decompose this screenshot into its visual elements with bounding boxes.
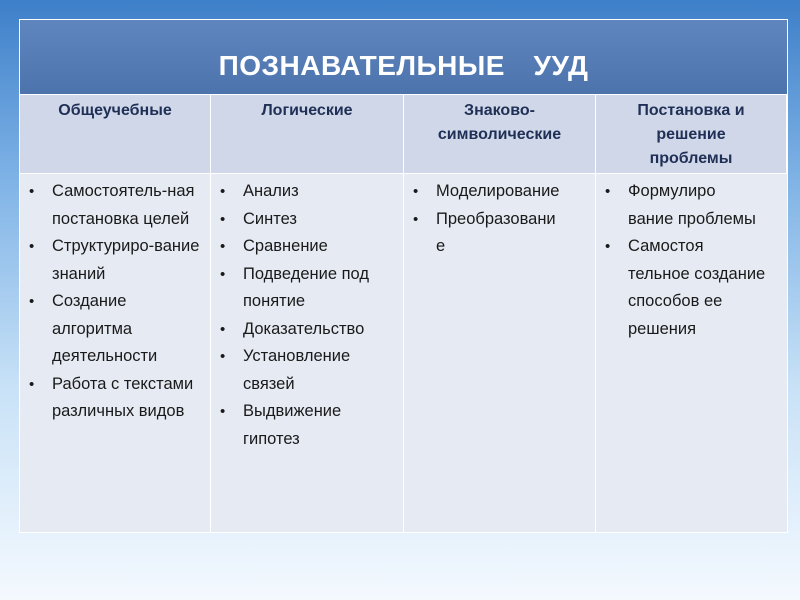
- column-body-logical: [211, 174, 404, 532]
- column-header-label: Знаково- символические: [437, 102, 562, 143]
- column-header-logical: [211, 95, 404, 174]
- list-item-text: Доказательство: [243, 319, 365, 338]
- bullet-icon: •: [605, 183, 611, 200]
- bullet-icon: •: [413, 183, 419, 200]
- bullet-icon: •: [220, 265, 226, 283]
- bullet-icon: •: [29, 183, 35, 200]
- list-item-text: Работа с текстами различных видов: [52, 374, 194, 420]
- list-item: [211, 316, 403, 344]
- list-item-text: Выдвижение гипотез: [243, 402, 342, 448]
- list-item: [404, 206, 595, 261]
- list-item: [211, 233, 403, 261]
- list-item-text: Подведение под понятие: [243, 264, 369, 310]
- bullet-icon: •: [220, 320, 226, 338]
- bullet-icon: •: [605, 238, 611, 255]
- list-item-text: Самостоя тельное создание способов ее решения: [628, 237, 766, 338]
- item-list: [404, 178, 595, 261]
- list-item-text: Анализ: [243, 182, 299, 200]
- bullet-icon: •: [220, 210, 226, 228]
- cognitive-uud-table: [19, 19, 788, 533]
- bullet-icon: •: [29, 238, 35, 255]
- bullet-icon: •: [220, 403, 226, 420]
- slide-title: ПОЗНАВАТЕЛЬНЫЕ УУД: [218, 50, 589, 81]
- list-item: [211, 206, 403, 234]
- column-header-label: Постановка и решение проблемы: [637, 102, 745, 167]
- item-list: [596, 178, 787, 343]
- list-item: [211, 178, 403, 206]
- list-item: [211, 398, 403, 453]
- list-item-text: Сравнение: [243, 237, 328, 255]
- list-item: [20, 371, 210, 426]
- list-item-text: Моделирование: [436, 182, 560, 200]
- column-header-general-educational: [20, 95, 211, 174]
- bullet-icon: •: [220, 348, 226, 365]
- column-header-label: Логические: [261, 102, 353, 119]
- list-item: [20, 233, 210, 288]
- column-body-problem-solving: [596, 174, 787, 532]
- list-item: [20, 178, 210, 233]
- list-item-text: Формулиро вание проблемы: [628, 182, 756, 228]
- list-item-text: Структуриро-вание знаний: [52, 237, 200, 283]
- list-item: [596, 233, 787, 343]
- bullet-icon: •: [220, 183, 226, 200]
- list-item: [404, 178, 595, 206]
- list-item: [211, 261, 403, 316]
- column-header-sign-symbolic: [404, 95, 596, 174]
- item-list: [20, 178, 210, 426]
- title-band: [20, 20, 787, 95]
- list-item-text: Синтез: [243, 209, 297, 228]
- bullet-icon: •: [220, 238, 226, 255]
- list-item-text: Преобразовани е: [436, 209, 556, 255]
- bullet-icon: •: [413, 210, 419, 228]
- list-item: [596, 178, 787, 233]
- bullet-icon: •: [29, 293, 35, 310]
- list-item-text: Самостоятель-ная постановка целей: [52, 182, 195, 228]
- item-list: [211, 178, 403, 453]
- column-body-general-educational: [20, 174, 211, 532]
- column-header-label: Общеучебные: [58, 102, 172, 119]
- list-item-text: Установление связей: [243, 347, 351, 393]
- list-item: [211, 343, 403, 398]
- column-header-problem-solving: [596, 95, 787, 174]
- bullet-icon: •: [29, 375, 35, 393]
- list-item-text: Создание алгоритма деятельности: [52, 292, 158, 365]
- table-grid: [20, 95, 787, 532]
- list-item: [20, 288, 210, 371]
- column-body-sign-symbolic: [404, 174, 596, 532]
